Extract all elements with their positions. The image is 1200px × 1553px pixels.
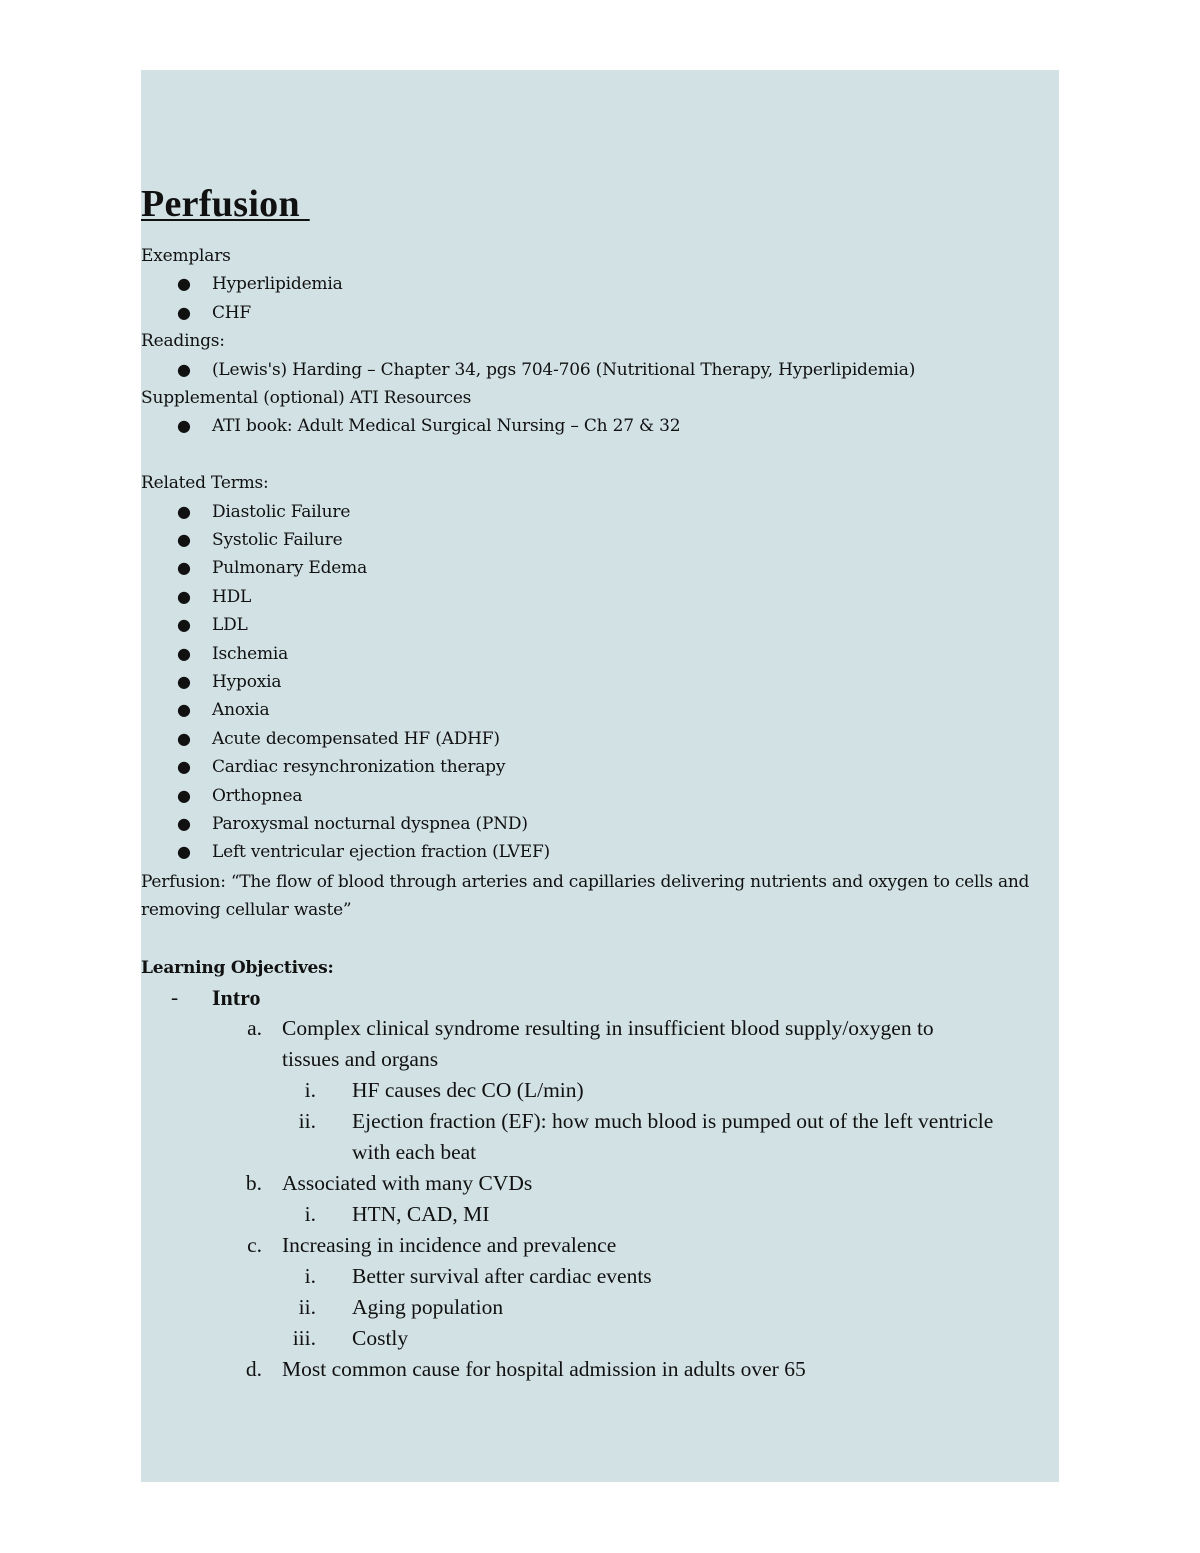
bullet-icon: ● [177, 302, 191, 322]
bullet-icon: ● [177, 274, 191, 294]
list-item: ● (Lewis's) Harding – Chapter 34, pgs 704-706 (Nutritional Therapy, Hyperlipidemia) [141, 356, 1059, 384]
outline-marker: a. [247, 1016, 262, 1040]
list-item: ● Systolic Failure [141, 526, 1059, 554]
outline-text: HF causes dec CO (L/min) [352, 1078, 584, 1102]
outline-marker: ii. [298, 1295, 316, 1319]
list-item: ● HDL [141, 583, 1059, 611]
bullet-icon: ● [177, 359, 191, 379]
exemplars-label: Exemplars [141, 246, 231, 266]
related-terms-label: Related Terms: [141, 473, 269, 494]
outline-text: HTN, CAD, MI [352, 1202, 490, 1226]
outline-text: Associated with many CVDs [282, 1171, 533, 1195]
bullet-icon: ● [177, 501, 191, 521]
dash-marker: - [171, 985, 179, 1009]
outline-text: Most common cause for hospital admission in adults over 65 [282, 1357, 806, 1381]
outline-text: with each beat [352, 1140, 477, 1164]
outline-text: Ejection fraction (EF): how much blood is pumped out of the left ventricle [352, 1109, 994, 1133]
bullet-icon: ● [177, 728, 191, 748]
outline-marker: iii. [292, 1326, 316, 1350]
readings-label: Readings: [141, 331, 225, 352]
list-item: ● Hypoxia [141, 668, 1059, 696]
list-item: ● ATI book: Adult Medical Surgical Nursing – Ch 27 & 32 [141, 412, 1059, 440]
list-item: ● CHF [141, 299, 1059, 327]
supplemental-label: Supplemental (optional) ATI Resources [141, 388, 472, 408]
bullet-icon: ● [177, 615, 191, 635]
list-item: ● Cardiac resynchronization therapy [141, 753, 1059, 781]
bullet-icon: ● [177, 416, 191, 436]
bullet-icon: ● [177, 643, 191, 663]
outline-text: Aging population [352, 1295, 504, 1319]
outline-marker: i. [304, 1078, 316, 1102]
list-item: ● Ischemia [141, 640, 1059, 668]
outline-text: Complex clinical syndrome resulting in insufficient blood supply/oxygen to [282, 1016, 934, 1040]
outline-text: Better survival after cardiac events [352, 1264, 652, 1288]
list-item: ● Hyperlipidemia [141, 270, 1059, 298]
bullet-icon: ● [177, 558, 191, 578]
outline-marker: c. [247, 1233, 262, 1257]
outline-marker: i. [304, 1264, 316, 1288]
document-page [141, 70, 1059, 1482]
bullet-icon: ● [177, 700, 191, 720]
list-item: ● Anoxia [141, 696, 1059, 724]
bullet-icon: ● [177, 814, 191, 833]
outline-marker: b. [245, 1171, 262, 1195]
outline-marker: i. [304, 1202, 316, 1226]
outline-text: Costly [352, 1326, 409, 1350]
intro-label: Intro [212, 985, 261, 1010]
list-item: ● Paroxysmal nocturnal dyspnea (PND) [141, 810, 1059, 838]
outline-marker: d. [245, 1357, 262, 1381]
bullet-icon: ● [177, 530, 191, 549]
list-item: ● Acute decompensated HF (ADHF) [141, 725, 1059, 753]
bullet-icon: ● [177, 672, 191, 691]
list-item: ● Left ventricular ejection fraction (LVEF) [141, 838, 1059, 866]
perfusion-definition: Perfusion: “The flow of blood through arteries and capillaries delivering nutrients and oxygen to cells and removing cellular waste” [141, 872, 1030, 921]
outline-text: tissues and organs [282, 1047, 439, 1071]
list-item: ● LDL [141, 611, 1059, 639]
bullet-icon: ● [177, 785, 191, 805]
bullet-icon: ● [177, 586, 191, 606]
list-item: ● Diastolic Failure [141, 498, 1059, 526]
bullet-icon: ● [177, 842, 191, 862]
bullet-icon: ● [177, 757, 191, 777]
learning-objectives-heading: Learning Objectives: [141, 957, 334, 978]
list-item: ● Pulmonary Edema [141, 554, 1059, 582]
list-item: ● Orthopnea [141, 782, 1059, 810]
outline-marker: ii. [298, 1109, 316, 1133]
outline-text: Increasing in incidence and prevalence [282, 1233, 617, 1257]
page-title: Perfusion [141, 183, 310, 225]
